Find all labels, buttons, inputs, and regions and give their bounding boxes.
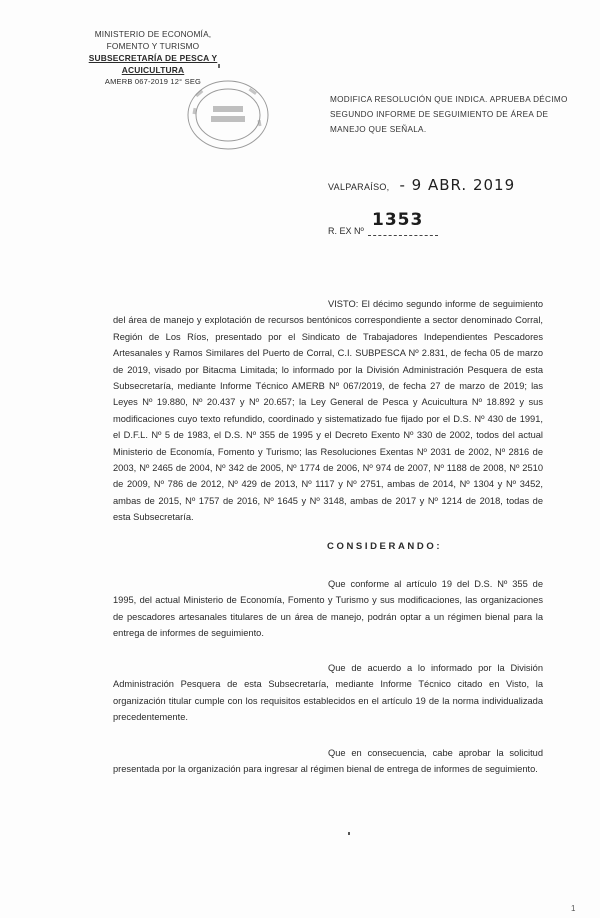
visto-text: VISTO: El décimo segundo informe de seguimiento del área de manejo y explotación de recursos bentónicos correspondiente a sector denominado Corral, Región de Los Ríos, presentado por el Sindicato de Trabajadores Independientes Pescadores Artesanales y Ramos Similares del Puerto de Corral, C.I. SUBPESCA Nº 2.831, de fecha 05 de marzo de 2019, visado por Bitacma Limitada; lo informado por la División Administración Pesquera de esta Subsecretaría, mediante Informe Técnico AMERB Nº 067/2019, de fecha 27 de marzo de 2019; las Leyes Nº 19.880, Nº 20.437 y Nº 20.657; la Ley General de Pesca y Acuicultura Nº 18.892 y sus modificaciones cuyo texto refundido, coordinado y sistematizado fue fijado por el D.S. Nº 430 de 1991, el D.F.L. Nº 5 de 1983, el D.S. Nº 355 de 1995 y el Decreto Exento Nº 330 de 2002, todos del actual Ministerio de Economía, Fomento y Turismo; las Resoluciones Exentas Nº 2031 de 2002, Nº 2816 de 2003, Nº 2465 de 2004, Nº 342 de 2005, Nº 1774 de 2006, Nº 974 de 2007, Nº 1188 de 2008, Nº 2510 de 2009, Nº 786 de 2012, Nº 429 de 2013, Nº 1117 y Nº 2751, ambas de 2014, Nº 1304 y Nº 3452, ambas de 2015, Nº 1757 de 2016, Nº 1645 y Nº 3148, ambas de 2017 y Nº 1214 de 2018, todas de esta Subsecretaría. bbox=[113, 299, 543, 523]
considerando-paragraph-1 bbox=[113, 576, 543, 642]
considerando-text-1: Que conforme al artículo 19 del D.S. Nº 355 de 1995, del actual Ministerio de Economía, Fomento y Turismo y sus modificaciones, las organizaciones de pescadores artesanales titulares de un área de manejo, podrán optar a un régimen bienal para la entrega de informes de seguimiento. bbox=[113, 579, 543, 639]
considerando-paragraph-2 bbox=[113, 660, 543, 726]
considerando-heading: CONSIDERANDO: bbox=[327, 541, 443, 552]
letterhead-reference: AMERB 067-2019 12° SEG bbox=[104, 77, 202, 86]
ink-dot bbox=[348, 832, 350, 835]
date-line bbox=[328, 176, 515, 194]
resolution-number-line bbox=[328, 210, 438, 236]
letterhead-ministry-2: FOMENTO Y TURISMO bbox=[106, 41, 200, 51]
rex-label: R. EX Nº bbox=[328, 226, 364, 236]
visto-paragraph bbox=[113, 296, 543, 526]
letterhead-subsecretaria: SUBSECRETARÍA DE PESCA Y ACUICULTURA bbox=[88, 53, 218, 75]
division-juridica-stamp bbox=[183, 76, 273, 154]
page-folio: 1 bbox=[571, 904, 576, 913]
letterhead-ministry: MINISTERIO DE ECONOMÍA, bbox=[94, 29, 212, 39]
resolution-title: MODIFICA RESOLUCIÓN QUE INDICA. APRUEBA DÉCIMO SEGUNDO INFORME DE SEGUIMIENTO DE ÁREA DE MANEJO QUE SEÑALA. bbox=[330, 95, 568, 134]
date-place: VALPARAÍSO, bbox=[328, 182, 390, 192]
considerando-paragraph-3 bbox=[113, 745, 543, 778]
rex-number: 1353 bbox=[372, 210, 424, 230]
ink-mark bbox=[218, 64, 220, 68]
date-value: - 9 ABR. 2019 bbox=[399, 176, 516, 194]
considerando-text-2: Que de acuerdo a lo informado por la División Administración Pesquera de esta Subsecretaría, mediante Informe Técnico citado en Visto, la organización titular cumple con los requisitos establecidos en el artículo 19 de la norma individualizada precedentemente. bbox=[113, 663, 543, 723]
rex-blank-line bbox=[368, 235, 438, 236]
considerando-text-3: Que en consecuencia, cabe aprobar la solicitud presentada por la organización para ingresar al régimen bienal de entrega de informes de seguimiento. bbox=[113, 748, 543, 775]
